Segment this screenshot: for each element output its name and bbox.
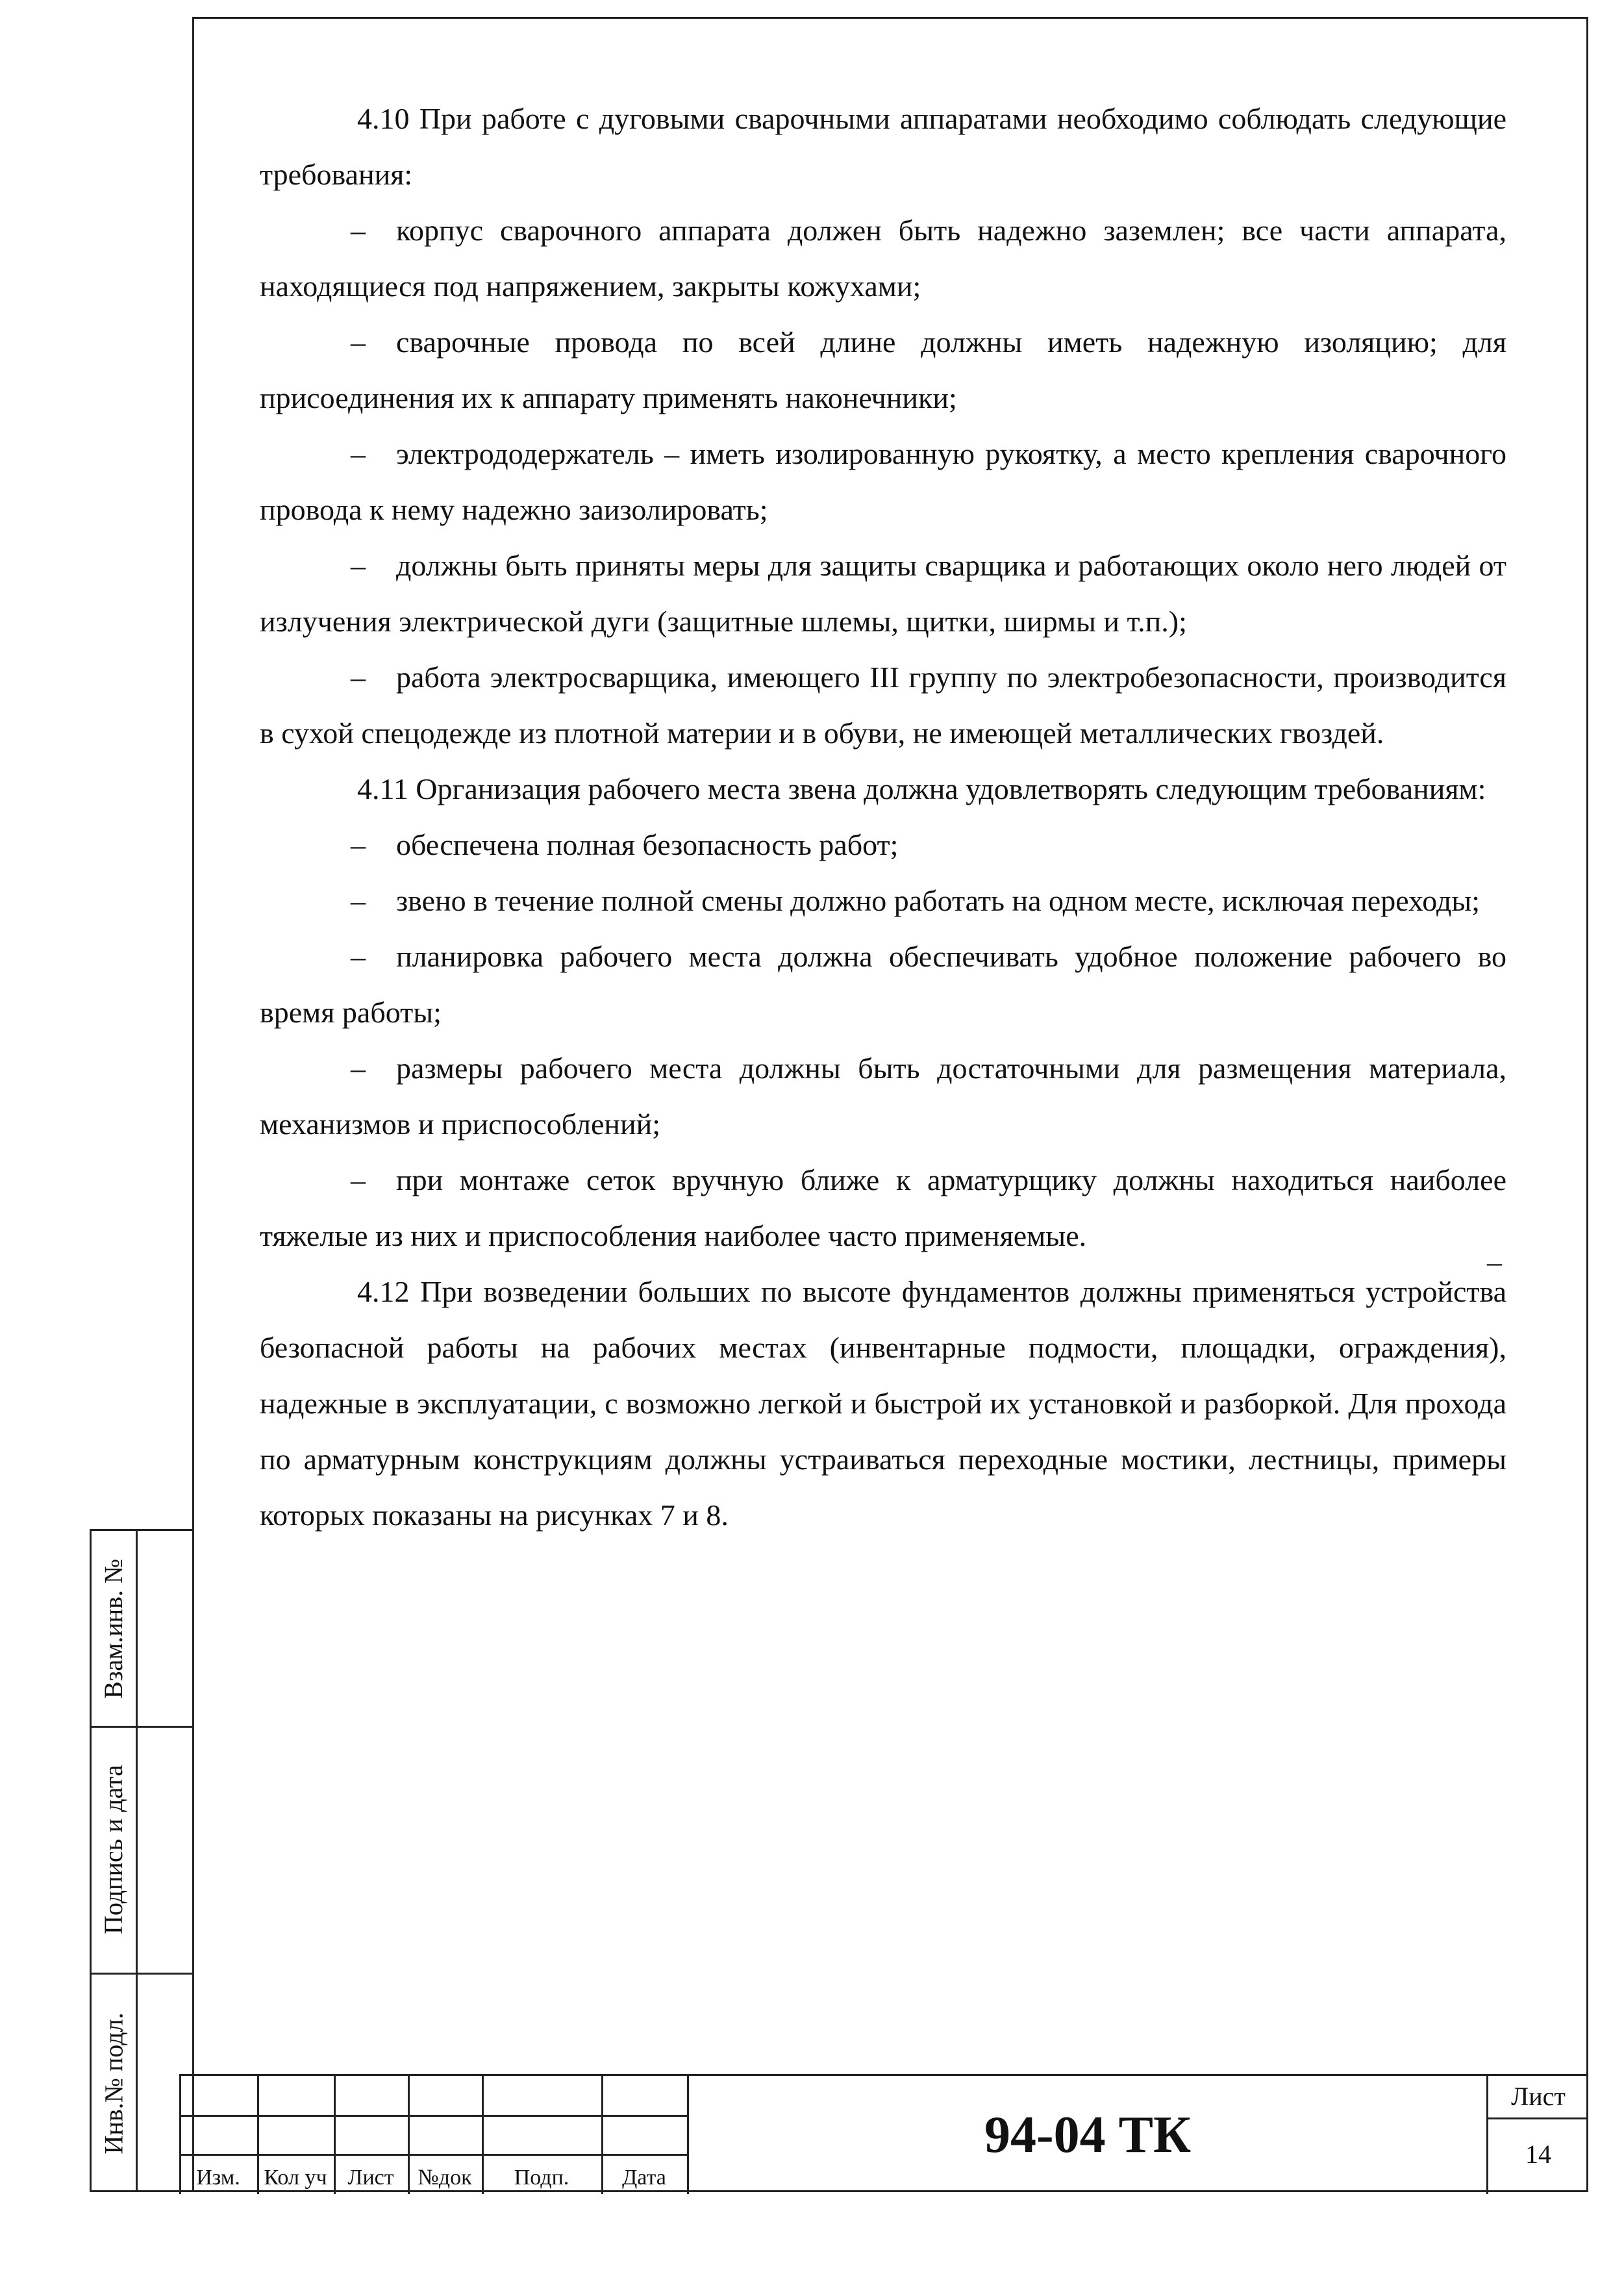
list-item (260, 817, 1506, 873)
list-dash: – (351, 828, 366, 861)
list-dash: – (351, 214, 366, 247)
list-item-text: планировка рабочего места должна обеспечивать удобное положение рабочего во время работы; (260, 940, 1506, 1029)
list-item-text: сварочные провода по всей длине должны иметь надежную изоляцию; для присоединения их к аппарату применять наконечники; (260, 325, 1506, 414)
column-date-label: Дата (622, 2166, 666, 2190)
column-signature-label: Подп. (514, 2166, 569, 2190)
list-item-text: электрододержатель – иметь изолированную рукоятку, а место крепления сварочного провода к нему надежно заизолировать; (260, 437, 1506, 526)
signature-date-label: Подпись и дата (99, 1764, 129, 1934)
sheet-number: 14 (1525, 2140, 1551, 2169)
inv-original-label: Инв.№ подл. (99, 2012, 129, 2154)
list-item (260, 538, 1506, 650)
binding-strip (90, 1529, 192, 2192)
document-body (260, 91, 1506, 1543)
paragraph-4-11: 4.11 Организация рабочего места звена должна удовлетворять следующим требованиям: (357, 772, 1486, 805)
list-item (260, 873, 1506, 929)
list-item-text: работа электросварщика, имеющего III группу по электробезопасности, производится в сухой спецодежде из плотной материи и в обуви, не имеющей металлических гвоздей. (260, 661, 1506, 750)
list-item (260, 650, 1506, 761)
list-item (260, 314, 1506, 426)
grid-row-line (179, 2115, 687, 2117)
column-doc-number-label: №док (418, 2166, 472, 2190)
inv-original-cell (92, 1973, 136, 2194)
list-item-text: при монтаже сеток вручную ближе к арматурщику должны находиться наиболее тяжелые из них и приспособления наиболее часто применяемые. (260, 1163, 1506, 1252)
sheet-label: Лист (1488, 2076, 1588, 2119)
list-item-text: должны быть приняты меры для защиты сварщика и работающих около него людей от излучения электрической дуги (защитные шлемы, щитки, ширмы и т.п.); (260, 549, 1506, 638)
paragraph-4-12: 4.12 При возведении больших по высоте фундаментов должны применяться устройства безопасной работы на рабочих местах (инвентарные подмости, площадки, ограждения), надежные в эксплуатации, с возможно легкой и быстрой их установкой и разборкой. Для прохода по арматурным конструкциям должны устраиваться переходные мостики, лестницы, примеры которых показаны на рисунках 7 и 8. (260, 1275, 1506, 1532)
grid-row-line (179, 2154, 687, 2156)
list-dash: – (351, 549, 366, 582)
list-dash: – (351, 940, 366, 973)
title-block (179, 2074, 1588, 2194)
revision-grid (179, 2076, 687, 2194)
paragraph-4-10: 4.10 При работе с дуговыми сварочными аппаратами необходимо соблюдать следующие требования: (260, 102, 1506, 191)
column-izm-label: Изм. (196, 2166, 240, 2190)
list-item (260, 426, 1506, 538)
list-item (260, 203, 1506, 314)
list-item (260, 929, 1506, 1041)
list-item (260, 1152, 1506, 1264)
margin-mark: – (1487, 1245, 1502, 1278)
list-dash: – (351, 884, 366, 917)
list-item-text: корпус сварочного аппарата должен быть надежно заземлен; все части аппарата, находящиеся под напряжением, закрыты кожухами; (260, 214, 1506, 303)
list-dash: – (351, 325, 366, 359)
list-dash: – (351, 1163, 366, 1196)
sheet-cell (1488, 2076, 1588, 2194)
document-code: 94-04 ТК (687, 2076, 1488, 2194)
replace-inv-cell (92, 1531, 136, 1726)
list-item (260, 1041, 1506, 1152)
list-dash: – (351, 1052, 366, 1085)
list-dash: – (351, 437, 366, 470)
column-list-label: Лист (347, 2166, 394, 2190)
list-item-text: звено в течение полной смены должно работать на одном месте, исключая переходы; (396, 884, 1480, 917)
column-kol-uch-label: Кол уч (264, 2166, 327, 2190)
list-dash: – (351, 661, 366, 694)
binding-strip-divider (136, 1531, 138, 2190)
list-item-text: обеспечена полная безопасность работ; (396, 828, 899, 861)
list-item-text: размеры рабочего места должны быть достаточными для размещения материала, механизмов и приспособлений; (260, 1052, 1506, 1141)
replace-inv-label: Взам.инв. № (99, 1558, 129, 1699)
signature-date-cell (92, 1726, 136, 1973)
